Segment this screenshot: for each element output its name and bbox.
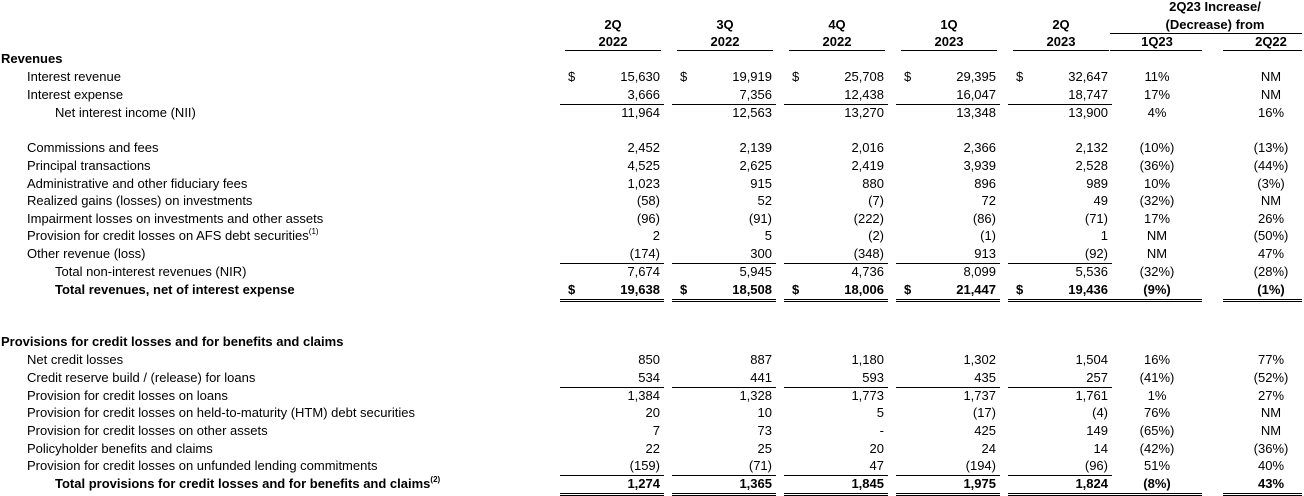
row-label [27,87,123,103]
cell-value: 19,638 [620,282,660,297]
header-underline [1110,33,1302,34]
change-column-header: 1Q23 [1141,34,1173,49]
cell-value: 1 [1100,228,1108,243]
cell-change: NM [1146,228,1168,243]
cell-value: 850 [638,352,660,367]
row-label [27,193,252,209]
cell-value: 880 [862,176,884,191]
cell-change: 77% [1257,352,1285,367]
cell-value: 149 [1086,423,1108,438]
column-header-period [573,16,653,50]
cell-value: 49 [1093,193,1108,208]
cell-value: 15,630 [620,69,660,84]
dollar-sign: $ [904,282,912,297]
dollar-sign: $ [1016,282,1024,297]
header-underline [677,50,773,51]
cell-value: 47 [869,458,884,473]
cell-change: (9%) [1143,282,1171,297]
cell-change: (10%) [1139,140,1175,155]
row-label-text: Realized gains (losses) on investments [27,193,253,208]
cell-value: 2 [652,228,660,243]
row-label [27,69,121,85]
cell-value: 19,919 [732,69,772,84]
cell-value: 257 [1086,370,1108,385]
total-rule [672,301,776,302]
section-title-provisions: Provisions for credit losses and for benefits and claims [1,334,344,349]
row-label-text: Policyholder benefits and claims [27,441,213,456]
cell-change: (52%) [1253,370,1289,385]
cell-value: - [879,423,884,438]
header-underline [1110,50,1202,51]
cell-value: 18,006 [844,282,884,297]
period-year: 2022 [822,34,852,49]
column-header-period [797,16,877,50]
cell-change: NM [1260,69,1282,84]
cell-value: 32,647 [1068,69,1108,84]
cell-value: 5 [764,228,772,243]
total-rule [560,299,664,300]
row-label-text: Commissions and fees [27,140,159,155]
cell-change: (32%) [1139,193,1175,208]
cell-value: 12,563 [732,105,772,120]
cell-value: (17) [972,405,996,420]
cell-value: (58) [636,193,660,208]
column-header-period [685,16,765,50]
cell-value: 1,180 [851,352,884,367]
total-rule [1110,301,1202,302]
cell-value: 20 [645,405,660,420]
cell-value: (2) [868,228,884,243]
dollar-sign: $ [792,282,800,297]
header-underline [565,50,661,51]
row-label [27,352,123,368]
cell-change: (1%) [1257,282,1285,297]
period-year: 2022 [598,34,628,49]
cell-value: 19,436 [1068,282,1108,297]
change-subtitle: (Decrease) from [1165,17,1265,32]
footnote-marker: (1) [308,227,319,236]
cell-value: 1,773 [851,388,884,403]
cell-value: 5 [876,405,884,420]
cell-change: 16% [1257,105,1285,120]
row-label [27,441,213,457]
cell-value: (91) [748,211,772,226]
row-label-text: Impairment losses on investments and other assets [27,211,324,226]
row-label-text: Provision for credit losses on held-to-maturity (HTM) debt securities [27,405,415,420]
cell-change: (32%) [1139,264,1175,279]
total-rule [672,299,776,300]
cell-change: (65%) [1139,423,1175,438]
cell-value: (96) [636,211,660,226]
cell-value: 7,356 [739,87,772,102]
row-label [55,476,440,492]
cell-change: (50%) [1253,228,1289,243]
period-quarter: 4Q [828,17,846,32]
cell-change: (36%) [1253,441,1289,456]
cell-value: 7 [652,423,660,438]
cell-change: NM [1260,193,1282,208]
row-label-text: Other revenue (loss) [27,246,146,261]
row-label-text: Net interest income (NII) [55,105,196,120]
row-label-text: Provision for credit losses on unfunded lending commitments [27,458,378,473]
cell-change: 47% [1257,246,1285,261]
cell-value: 16,047 [956,87,996,102]
cell-value: (86) [972,211,996,226]
cell-value: 1,302 [963,352,996,367]
cell-value: 2,528 [1075,158,1108,173]
cell-change: (3%) [1257,176,1285,191]
cell-value: 2,366 [963,140,996,155]
total-rule [896,299,1000,300]
cell-value: 2,419 [851,158,884,173]
total-rule [560,301,664,302]
cell-value: (92) [1084,246,1108,261]
cell-value: 1,023 [627,176,660,191]
row-label [27,423,268,439]
cell-change: 76% [1143,405,1171,420]
cell-change: (42%) [1139,441,1175,456]
row-label-text: Total revenues, net of interest expense [55,282,295,297]
cell-value: 3,939 [963,158,996,173]
cell-value: 22 [645,441,660,456]
row-label-text: Provision for credit losses on other assets [27,423,268,438]
cell-value: 18,747 [1068,87,1108,102]
row-label [27,370,255,386]
row-label-text: Net credit losses [27,352,124,367]
cell-change: (28%) [1253,264,1289,279]
total-rule [784,299,888,300]
cell-change: 51% [1143,458,1171,473]
change-title: 2Q23 Increase/ [1169,0,1261,14]
period-year: 2023 [934,34,964,49]
cell-value: 4,525 [627,158,660,173]
cell-value: 1,504 [1075,352,1108,367]
cell-value: (174) [629,246,660,261]
cell-value: 435 [974,370,996,385]
cell-value: (4) [1092,405,1108,420]
cell-change: 26% [1257,211,1285,226]
cell-change: (36%) [1139,158,1175,173]
cell-value: 25 [757,441,772,456]
cell-value: 896 [974,176,996,191]
cell-value: 5,536 [1075,264,1108,279]
cell-change: (41%) [1139,370,1175,385]
period-quarter: 2Q [1052,17,1070,32]
cell-value: 8,099 [963,264,996,279]
cell-value: 534 [638,370,660,385]
total-rule [1008,299,1112,300]
cell-value: (71) [1084,211,1108,226]
column-header-period [1021,16,1101,50]
cell-value: 425 [974,423,996,438]
cell-change: 11% [1144,69,1170,84]
row-label-text: Interest expense [27,87,124,102]
row-label-text: Principal transactions [27,158,151,173]
total-rule [1223,301,1302,302]
cell-value: (348) [853,246,884,261]
cell-value: 24 [981,441,996,456]
period-quarter: 3Q [716,17,734,32]
cell-value: 2,452 [627,140,660,155]
cell-change: NM [1260,405,1282,420]
change-column-header: 2Q22 [1255,34,1287,49]
cell-value: (1) [980,228,996,243]
cell-value: 1,365 [739,476,772,491]
cell-value: 4,736 [851,264,884,279]
cell-change: NM [1260,423,1282,438]
row-label [27,140,159,156]
column-header-period [909,16,989,50]
cell-value: 5,945 [739,264,772,279]
cell-change: 1% [1147,388,1167,403]
total-rule [1223,299,1302,300]
dollar-sign: $ [568,282,576,297]
cell-value: (159) [629,458,660,473]
cell-value: 989 [1086,176,1108,191]
dollar-sign: $ [680,282,688,297]
cell-value: 14 [1093,441,1108,456]
cell-value: 2,625 [739,158,772,173]
cell-change: 17% [1143,87,1171,102]
row-label-text: Total provisions for credit losses and for benefits and claims [55,476,431,491]
cell-value: 13,348 [956,105,996,120]
dollar-sign: $ [568,69,576,84]
cell-change: (8%) [1143,476,1171,491]
dollar-sign: $ [1016,69,1024,84]
cell-value: 1,384 [627,388,660,403]
row-label-text: Provision for credit losses on loans [27,388,228,403]
period-quarter: 2Q [604,17,622,32]
cell-value: 25,708 [844,69,884,84]
cell-change: 43% [1257,476,1285,491]
dollar-sign: $ [904,69,912,84]
cell-value: 21,447 [956,282,996,297]
dollar-sign: $ [680,69,688,84]
row-label [55,105,196,121]
cell-value: 13,900 [1068,105,1108,120]
row-label [27,388,228,404]
cell-change: 10% [1143,176,1171,191]
cell-value: 1,845 [851,476,884,491]
row-label-text: Total non-interest revenues (NIR) [55,264,247,279]
total-rule [896,301,1000,302]
row-label [27,158,151,174]
cell-value: 1,975 [963,476,996,491]
cell-value: 72 [981,193,996,208]
period-year: 2023 [1046,34,1076,49]
cell-change: NM [1146,246,1168,261]
row-label [27,176,247,192]
cell-value: 1,824 [1075,476,1108,491]
header-underline [901,50,997,51]
row-label [27,228,319,244]
cell-value: 73 [757,423,772,438]
footnote-marker: (2) [430,475,441,484]
cell-value: (222) [853,211,884,226]
cell-value: 915 [750,176,772,191]
cell-change: NM [1260,87,1282,102]
row-label [55,264,246,280]
header-underline [789,50,885,51]
cell-value: 300 [750,246,772,261]
cell-value: 913 [974,246,996,261]
row-label-text: Credit reserve build / (release) for loans [27,370,256,385]
cell-value: 1,737 [963,388,996,403]
cell-value: (194) [965,458,996,473]
cell-value: 11,964 [621,105,660,120]
cell-value: 18,508 [732,282,772,297]
row-label-text: Provision for credit losses on AFS debt securities [27,228,309,243]
cell-value: 12,438 [844,87,884,102]
cell-value: (71) [748,458,772,473]
cell-change: 4% [1147,105,1167,120]
cell-value: 3,666 [627,87,660,102]
cell-value: 7,674 [627,264,660,279]
cell-value: (7) [868,193,884,208]
row-label-text: Administrative and other fiduciary fees [27,176,248,191]
row-label-text: Interest revenue [27,69,121,84]
cell-value: 2,139 [739,140,772,155]
period-quarter: 1Q [940,17,958,32]
total-rule [1110,299,1202,300]
row-label [27,211,323,227]
header-underline [1013,50,1109,51]
cell-value: 1,274 [627,476,660,491]
cell-change: (13%) [1253,140,1289,155]
row-label [55,282,295,298]
total-rule [1008,301,1112,302]
row-label [27,458,377,474]
cell-value: 52 [757,193,772,208]
cell-change: (44%) [1253,158,1289,173]
cell-value: 593 [862,370,884,385]
cell-change: 27% [1257,388,1285,403]
cell-value: 441 [750,370,772,385]
cell-value: 2,132 [1075,140,1108,155]
cell-value: 1,761 [1075,388,1108,403]
cell-value: 13,270 [844,105,884,120]
cell-value: 1,328 [739,388,772,403]
cell-value: 887 [750,352,772,367]
cell-change: 40% [1257,458,1285,473]
cell-value: 10 [757,405,772,420]
cell-value: 29,395 [956,69,996,84]
cell-change: 17% [1143,211,1171,226]
period-year: 2022 [710,34,740,49]
cell-change: 16% [1143,352,1171,367]
row-label [27,246,146,262]
cell-value: (96) [1084,458,1108,473]
row-label [27,405,415,421]
cell-value: 2,016 [851,140,884,155]
section-title-revenues: Revenues [1,51,63,66]
header-underline [1223,50,1302,51]
total-rule [784,301,888,302]
cell-value: 20 [869,441,884,456]
dollar-sign: $ [792,69,800,84]
